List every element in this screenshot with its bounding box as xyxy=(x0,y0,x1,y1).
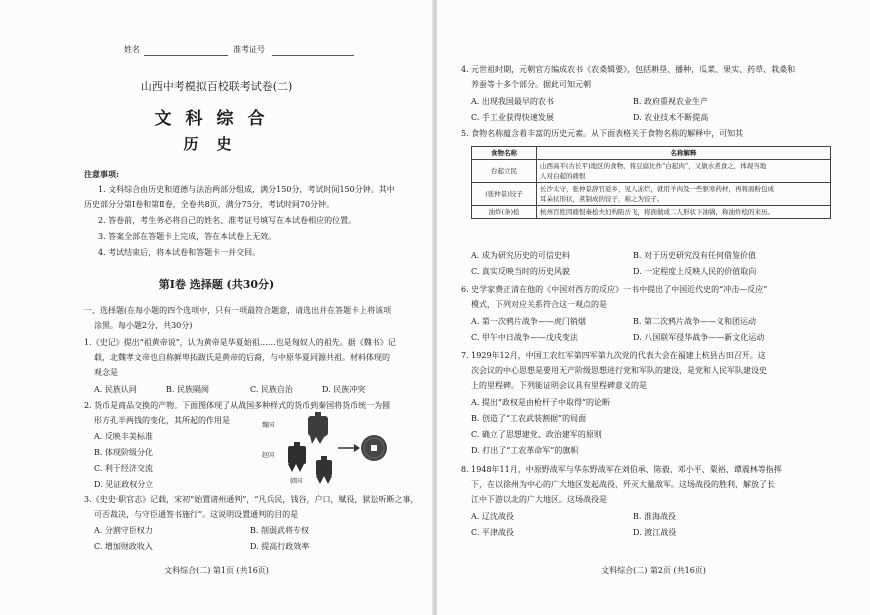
q2-option: B. 体现阶级分化 xyxy=(94,448,153,457)
table-cell xyxy=(537,160,831,183)
ticket-label: 准考证号 xyxy=(233,45,265,54)
q4-option: C. 手工业获得快速发展 xyxy=(471,113,554,122)
table-cell xyxy=(537,183,831,206)
q3-stem: 3.《史史·职官志》记载，宋初“始置诸州通判”，“凡兵民，钱谷，户口，赋役，狱讼听断之事， xyxy=(84,495,419,504)
section-intro: 一、选择题(在每小题的四个选项中，只有一项最符合题意，请选出并在答题卡上将该项 xyxy=(84,306,392,315)
q4-stem: 4. 元世祖时期，元朝官方编成农书《农桑辑要》，包括耕垦、播种，瓜菜、果实、药草、栽桑和 xyxy=(461,65,796,74)
arrow-right-icon xyxy=(338,444,360,452)
table-cell: 台起立民 xyxy=(472,160,537,183)
q1-option: C. 民族自治 xyxy=(250,385,293,394)
q1-stem: 观念是 xyxy=(94,368,118,377)
spade-coin-han-icon xyxy=(316,456,332,484)
table-row xyxy=(472,183,831,206)
q5-option: C. 真实反映当时的历史风貌 xyxy=(471,267,570,276)
table-cell-line: 山西高平(古长平)地区的食物，将豆腐比作“白起肉”，又做水煮食之，体现当地 xyxy=(540,162,767,170)
notes-line: 3. 答案全部在答题卡上完成，答在本试卷上无效。 xyxy=(98,232,277,241)
q3-option: B. 削弱武将专权 xyxy=(250,526,309,535)
q4-option: B. 政府重视农业生产 xyxy=(633,97,708,106)
q1-option: A. 民族认同 xyxy=(94,385,137,394)
table-cell xyxy=(537,206,831,219)
q4-option: D. 农业技术不断提高 xyxy=(633,113,709,122)
notes-heading: 注意事项: xyxy=(84,169,119,179)
q5-stem: 5. 食物名称蕴含着丰富的历史元素。从下面表格关于食物名称的解释中，可知其 xyxy=(461,129,744,138)
q1-stem: 载，北魏孝文帝也自称鲜卑拓跋氏是黄帝的后裔，与中原华夏同源共祖。材料体现的 xyxy=(94,353,390,362)
q2-stem: 2. 货币是商品交换的产物。下面图体现了从战国多种样式的货币到秦国将货币统一为圆 xyxy=(84,401,391,410)
name-field-line xyxy=(144,46,228,56)
ticket-field-line xyxy=(272,46,354,56)
q6-option: A. 第一次鸦片战争——虎门销烟 xyxy=(471,317,586,326)
banliang-coin-icon xyxy=(361,435,387,461)
q5-option: D. 一定程度上反映人民的价值取向 xyxy=(633,267,757,276)
q3-option: C. 增加财政收入 xyxy=(94,542,153,551)
notes-line: 1. 文科综合由历史和道德与法治两部分组成，满分150分，考试时间150分钟。其中 xyxy=(98,185,395,194)
q4-option: A. 出现我国最早的农书 xyxy=(471,97,554,106)
name-label: 姓名 xyxy=(124,45,140,54)
q8-option: C. 平津战役 xyxy=(471,528,514,537)
q4-stem: 养蚕等十多个部分。据此可知元朝 xyxy=(471,80,591,89)
q6-option: C. 甲午中日战争——戊戌变法 xyxy=(471,333,578,342)
q8-stem: 8. 1948年11月，中原野战军与华东野战军在刘伯承、陈毅、邓小平、粟裕、谭震林等指挥 xyxy=(461,465,782,474)
food-table xyxy=(471,146,831,219)
q5-option: B. 对于历史研究没有任何借鉴价值 xyxy=(633,251,756,260)
section-intro: 涂黑。每小题2分，共30分) xyxy=(94,321,193,330)
q2-stem: 形方孔半两钱的变化，其所起的作用是 xyxy=(94,416,230,425)
q1-option: D. 民族冲突 xyxy=(322,385,366,394)
table-row xyxy=(472,206,831,219)
q7-option: C. 确立了思想建党、政治建军的原则 xyxy=(471,430,602,439)
table-header: 食物名称 xyxy=(472,147,537,160)
table-cell-line: 耳朵状形状，煮制成的饺子，称之为饺子。 xyxy=(540,195,664,203)
q6-option: B. 第二次鸦片战争——义和团运动 xyxy=(633,317,756,326)
table-row xyxy=(472,160,831,183)
footer-left: 文科综合(二) 第1页 (共16页) xyxy=(164,566,269,575)
table-cell-line: 人对白起的痛恨 xyxy=(540,172,586,180)
spade-coin-zhao-icon xyxy=(288,442,306,472)
q8-option: A. 辽沈战役 xyxy=(471,512,514,521)
notes-line: 4. 考试结束后，将本试卷和答题卡一并交回。 xyxy=(98,248,261,257)
exam-subject: 文科综合 xyxy=(154,109,279,129)
q6-stem: 模式，下列对应关系符合这一观点的是 xyxy=(471,300,607,309)
q7-option: B. 创造了“工农武装割据”的局面 xyxy=(471,414,587,423)
q7-stem: 次会议的中心思想是要用无产阶级思想进行党和军队的建设，是党和人民军队建设史 xyxy=(471,366,767,375)
q3-option: A. 分割守臣权力 xyxy=(94,526,153,535)
q3-option: D. 提高行政效率 xyxy=(250,542,310,551)
exam-title: 山西中考模拟百校联考试卷(二) xyxy=(140,80,293,93)
table-cell: (张仲景)饺子 xyxy=(472,183,537,206)
q3-stem: 可否裁决，与守臣通签书施行”。这说明设置通判的目的是 xyxy=(94,510,299,519)
q5-option: A. 成为研究历史的可信史料 xyxy=(471,251,570,260)
notes-line: 2. 答卷前，考生务必将自己的姓名、准考证号填写在本试卷相应的位置。 xyxy=(98,216,357,225)
q7-stem: 上的里程碑。下列能证明会议具有里程碑意义的是 xyxy=(471,381,647,390)
q2-option: D. 见证政权分立 xyxy=(94,480,154,489)
spade-coin-wei-icon xyxy=(308,412,328,444)
q1-stem: 1.《史记》提出“祖黄帝说”，认为黄帝是华夏始祖……也是匈奴人的祖先。据《魏书》记 xyxy=(84,338,396,347)
coin-label-han: 韩国 xyxy=(290,478,303,485)
table-cell: 油炸(条)桧 xyxy=(472,206,537,219)
coin-label-zhao: 赵国 xyxy=(262,452,275,459)
left-page xyxy=(0,0,433,615)
q2-option: A. 反映丰美标准 xyxy=(94,432,153,441)
footer-right: 文科综合(二) 第2页 (共16页) xyxy=(601,566,706,575)
q8-stem: 江中下游以北的广大地区。这场战役是 xyxy=(471,495,607,504)
q7-option: D. 打出了“工农革命军”的旗帜 xyxy=(471,446,579,455)
notes-line: 历史部分分第Ⅰ卷和第Ⅱ卷，全卷共8页，满分75分，考试时间70分钟。 xyxy=(84,200,335,209)
q8-option: D. 渡江战役 xyxy=(633,528,677,537)
q7-stem: 7. 1929年12月，中国工农红军第四军第九次党的代表大会在福建上杭县古田召开。这 xyxy=(461,351,766,360)
coin-illustration xyxy=(276,410,388,490)
q1-option: B. 民族隔阂 xyxy=(166,385,209,394)
right-page xyxy=(437,0,870,615)
table-cell-line: 杭州百姓因痛恨秦桧夫妇构陷岳飞，将面做成二人形状下油锅，称油炸桧的来历。 xyxy=(540,208,774,216)
q2-option: C. 利于经济交流 xyxy=(94,464,153,473)
coin-label-wei: 魏国 xyxy=(262,422,275,429)
table-header: 名称解释 xyxy=(537,147,831,160)
section-title: 第Ⅰ卷 选择题 (共30分) xyxy=(158,278,275,291)
q8-stem: 下，在以徐州为中心的广大地区发起战役，歼灭大量敌军。这场战役的胜利，解放了长 xyxy=(471,480,775,489)
q7-option: A. 提出“政权是由枪杆子中取得”的论断 xyxy=(471,398,611,407)
exam-subsubject: 历史 xyxy=(183,135,250,153)
q6-option: D. 八国联军侵华战争——新文化运动 xyxy=(633,333,765,342)
table-cell-line: 长沙太守，张仲景辞官返乡，见人冻烂，就用羊肉及一些驱寒药材，再将面粉包成 xyxy=(540,185,774,193)
q6-stem: 6. 史学家费正清在他的《中国对西方的反应》一书中提出了中国近代史的“冲击—反应” xyxy=(461,285,768,294)
q8-option: B. 淮海战役 xyxy=(633,512,676,521)
